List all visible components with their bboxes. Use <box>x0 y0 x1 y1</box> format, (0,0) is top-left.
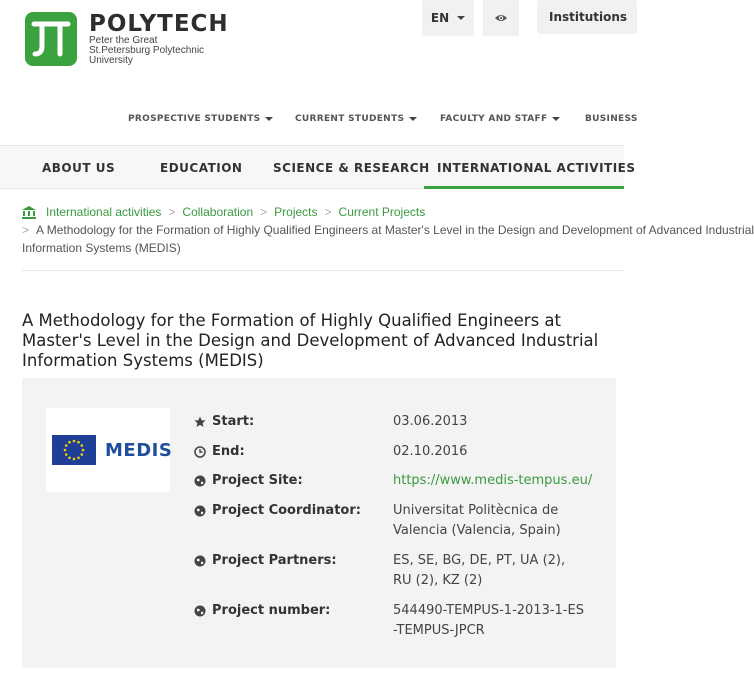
project-logo-text: MEDIS <box>105 439 173 461</box>
tab-science-research[interactable]: SCIENCE & RESEARCH <box>273 161 430 175</box>
globe-icon <box>194 475 206 487</box>
end-value: 02.10.2016 <box>393 444 468 459</box>
breadcrumb-current-page-cont: Information Systems (MEDIS) <box>22 241 181 255</box>
globe-icon <box>194 605 206 617</box>
nav-prospective-students[interactable]: PROSPECTIVE STUDENTS <box>128 114 273 124</box>
project-logo <box>46 408 173 492</box>
site-value <box>393 471 593 491</box>
brand-subtitle-line-1: Peter the Great <box>89 35 158 46</box>
chevron-right-icon: > <box>22 223 30 237</box>
accessibility-eye-button[interactable] <box>483 0 519 36</box>
brand-subtitle-line-2: St.Petersburg Polytechnic <box>89 45 205 56</box>
globe-icon <box>194 555 206 567</box>
coordinator-label: Project Coordinator: <box>212 503 361 518</box>
home-icon[interactable] <box>22 206 36 219</box>
brand-subtitle-line-3: University <box>89 55 133 66</box>
clock-icon <box>194 446 206 458</box>
page-title: A Methodology for the Formation of Highly Qualified Engineers at Master's Level in the Design and Development of Advanced Industrial Information Systems (MEDIS) <box>22 311 599 370</box>
active-tab-indicator <box>424 186 624 189</box>
main-navigation <box>0 145 636 189</box>
breadcrumb-current-projects[interactable]: Current Projects <box>338 205 426 219</box>
breadcrumb-collaboration[interactable]: Collaboration <box>182 205 254 219</box>
breadcrumb-projects[interactable]: Projects <box>274 205 318 219</box>
project-info-card <box>22 378 616 668</box>
tab-education[interactable]: EDUCATION <box>160 161 243 175</box>
brand-title: POLYTECH <box>89 11 229 37</box>
divider <box>22 270 624 271</box>
star-icon <box>194 416 206 428</box>
breadcrumb-international-activities[interactable]: International activities <box>46 205 162 219</box>
eu-flag-icon <box>52 435 96 465</box>
language-selector[interactable] <box>422 0 474 36</box>
nav-faculty-staff[interactable]: FACULTY AND STAFF <box>440 114 560 124</box>
chevron-right-icon: > <box>168 205 176 219</box>
chevron-down-icon <box>265 117 273 121</box>
university-logo[interactable] <box>25 12 229 66</box>
institutions-button[interactable]: Institutions <box>537 0 637 34</box>
start-value: 03.06.2013 <box>393 414 468 429</box>
site-label: Project Site: <box>212 473 303 488</box>
tab-about-us[interactable]: ABOUT US <box>42 161 116 175</box>
end-label: End: <box>212 444 245 459</box>
breadcrumb-current-page: A Methodology for the Formation of Highly Qualified Engineers at Master's Level in the Design and Development of Advanced Industrial <box>36 223 754 237</box>
polytech-emblem-icon <box>25 12 77 66</box>
nav-current-students[interactable]: CURRENT STUDENTS <box>295 114 417 124</box>
partners-value: ES, SE, BG, DE, PT, UA (2), RU (2), KZ (2) <box>393 553 566 588</box>
eye-icon <box>494 13 508 23</box>
start-label: Start: <box>212 414 255 429</box>
chevron-right-icon: > <box>260 205 268 219</box>
nav-business[interactable]: BUSINESS <box>585 114 638 124</box>
chevron-right-icon: > <box>324 205 332 219</box>
tab-international-activities[interactable]: INTERNATIONAL ACTIVITIES <box>437 161 636 175</box>
chevron-down-icon <box>409 117 417 121</box>
globe-icon <box>194 505 206 517</box>
breadcrumb <box>22 203 754 257</box>
number-value: 544490-TEMPUS-1-2013-1-ES-TEMPUS-JPCR <box>393 603 584 638</box>
top-navigation <box>0 114 638 126</box>
chevron-down-icon <box>552 117 560 121</box>
coordinator-value: Universitat Politècnica de Valencia (Valencia, Spain) <box>393 503 561 538</box>
partners-label: Project Partners: <box>212 553 337 568</box>
project-site-link[interactable]: https://www.medis-tempus.eu/ <box>393 473 593 488</box>
number-label: Project number: <box>212 603 331 618</box>
chevron-down-icon <box>457 16 465 20</box>
language-label: EN <box>430 11 450 25</box>
